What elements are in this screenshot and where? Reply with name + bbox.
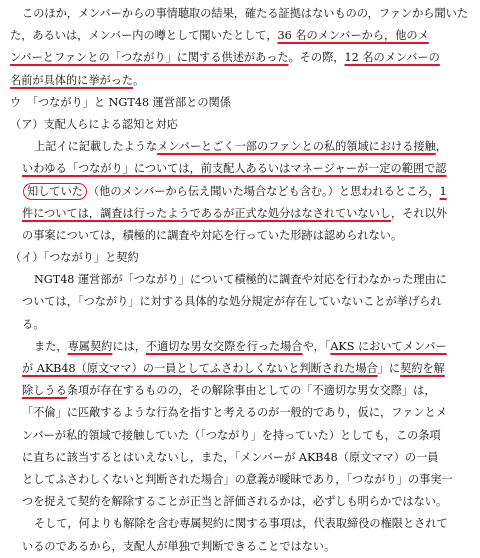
text-segment: （ア）支配人らによる認知と対応 [10,117,178,131]
text-line [10,158,474,180]
underlined-text: いわゆる「つながり」については，前支配人あるいはマネージャーが一定の範囲で認 [22,162,447,176]
text-line [10,25,474,47]
text-segment: には， [112,339,146,353]
text-segment: ，それ以外 [390,206,447,220]
text-segment: 条項が存在するものの，その解除事由としての「不適切な男女交際」は， [66,384,436,398]
underlined-text: 専属契約 [67,339,113,353]
text-line [10,3,474,25]
text-segment: る。 [22,317,45,331]
underlined-text: 契約を解 [400,362,445,375]
text-line [10,447,474,469]
text-segment: いるのであるから，支配人が単独で判断できることではない。 [22,539,336,553]
text-segment: つを捉えて契約を解除することが正当と評価されるかは，必ずしも明らかではない。 [22,495,448,509]
text-segment: の事案については，積極的に調査や対応を行っていた形跡は認められない。 [22,228,403,242]
text-segment: 上記イに記載したような [34,140,158,154]
text-segment: NGT48 運営部が「つながり」について積極的に調査や対応を行わなかった理由に [34,273,447,287]
text-line [10,425,474,447]
text-segment: としてふさわしくないと判断された場合」の意義が曖昧であり，「つながり」の事実一 [22,472,453,486]
circled-text: 知していた [23,183,87,200]
text-segment: このほか，メンバーからの事情聴取の結果，確たる証拠はないものの，ファンから聞いた [22,7,469,20]
underlined-text: 件については，調査は行ったようであるが正式な処分はなされていないし [22,206,391,220]
text-line [10,70,474,92]
text-segment: 。 [133,73,145,87]
text-line [10,203,474,225]
text-line [10,114,474,136]
text-segment: （イ）「つながり」と契約 [10,251,139,265]
text-line [10,336,474,358]
underlined-text: 名前が具体的に挙がった [10,73,134,87]
underlined-text: 1 [439,184,447,198]
underlined-text: ンバーとファンとの「つながり」に関する供述があった [10,51,289,65]
text-segment: に直ちに該当するとはいえないし，また，「メンバーが AKB48（原文ママ）の一員 [22,450,439,464]
text-line [10,491,474,513]
text-line [10,314,474,336]
underlined-text: メンバーとごく一部のファンとの私的領域における接触 [157,140,436,154]
text-line [10,181,474,203]
text-line [10,380,474,402]
text-segment: ウ 「つながり」と NGT48 運営部との関係 [10,95,231,109]
text-line [10,47,474,69]
text-segment: ついては，「つながり」に対する具体的な処分規定が存在していないことが挙げられ [22,295,442,309]
text-segment: 。その際， [288,51,345,65]
text-segment: ， [435,140,447,154]
text-segment: や，「 [302,339,331,353]
underlined-text: 除しうる [22,384,67,398]
text-line [10,536,474,558]
text-line [10,247,474,269]
text-line [10,269,474,291]
text-line [10,513,474,535]
underlined-text: 36 名のメンバーから，他のメ [277,29,429,43]
text-segment: 「不倫」に匹敵するような行為を指すと考えるのが一般的であり，仮に，ファンとメ [22,406,447,420]
underlined-text: 不適切な男女交際を行った場合 [145,339,303,353]
underlined-text: が AKB48（原文ママ）の一員としてふさわしくないと判断された場合 [22,362,378,375]
text-line [10,469,474,491]
text-segment: また， [34,339,68,353]
text-segment: そして，何よりも解除を含む専属契約に関する事項は，代表取締役の権限とされて [34,517,448,531]
text-line [10,291,474,313]
text-segment: ンバーが私的領域で接触していた（「つながり」を持っていた）としても，この条項 [22,428,441,442]
underlined-text: 12 名のメンバーの [344,51,440,65]
text-line [10,92,474,114]
text-line [10,136,474,158]
text-segment: た，あるいは，メンバー内の噂として聞いたとして， [10,29,278,43]
text-line [10,225,474,247]
text-segment: （他のメンバーから伝え聞いた場合なども含む。）と思われるところ， [87,184,440,198]
text-segment: 」に [377,362,401,375]
text-line [10,402,474,424]
underlined-text: AKS においてメンバー [330,339,447,353]
text-line [10,358,474,380]
